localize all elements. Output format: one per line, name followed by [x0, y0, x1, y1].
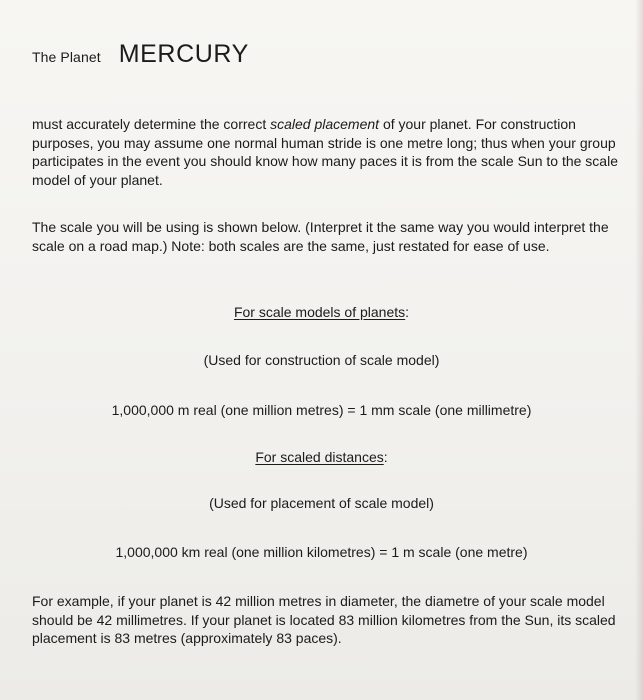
- page-title: [32, 40, 249, 69]
- distance-scale-heading-colon: :: [383, 449, 388, 465]
- page-edge-shadow: [635, 0, 643, 700]
- planet-scale-ratio: 1,000,000 m real (one million metres) = 1 mm scale (one millimetre): [111, 402, 532, 418]
- instructions-text-start: must accurately determine the correct: [32, 116, 271, 132]
- distance-scale-ratio: 1,000,000 km real (one million kilometres) = 1 m scale (one metre): [115, 544, 528, 560]
- title-prefix: The Planet: [32, 49, 101, 65]
- instructions-paragraph: [32, 115, 624, 189]
- example-paragraph: For example, if your planet is 42 million metres in diameter, the diametre of your scale model should be 42 millimetres. If your planet is located 83 million kilometres from the Sun, its scaled placement is 83 metres (approximately 83 paces).: [32, 593, 616, 646]
- planet-scale-note: (Used for construction of scale model): [203, 352, 440, 368]
- scaled-placement-emphasis: scaled placement: [270, 116, 380, 132]
- instructions-text-end: of your planet. For construction purposes, you may assume one normal human stride is one metre long; thus when your group participates in the event you should know how many paces it is from the scale Sun to the scale model of your planet.: [32, 116, 618, 188]
- distance-scale-note: (Used for placement of scale model): [209, 495, 434, 511]
- planet-scale-heading: [0, 303, 643, 321]
- planet-scale-heading-text: For scale models of planets: [233, 304, 406, 320]
- planet-scale-heading-colon: :: [405, 304, 410, 320]
- planet-name: MERCURY: [118, 40, 249, 68]
- distance-scale-heading-text: For scaled distances: [255, 449, 384, 465]
- distance-scale-heading: [0, 448, 643, 466]
- scale-explanation-paragraph: The scale you will be using is shown below. (Interpret it the same way you would interpret the scale on a road map.) Note: both scales are the same, just restated for ease of use.: [32, 219, 609, 254]
